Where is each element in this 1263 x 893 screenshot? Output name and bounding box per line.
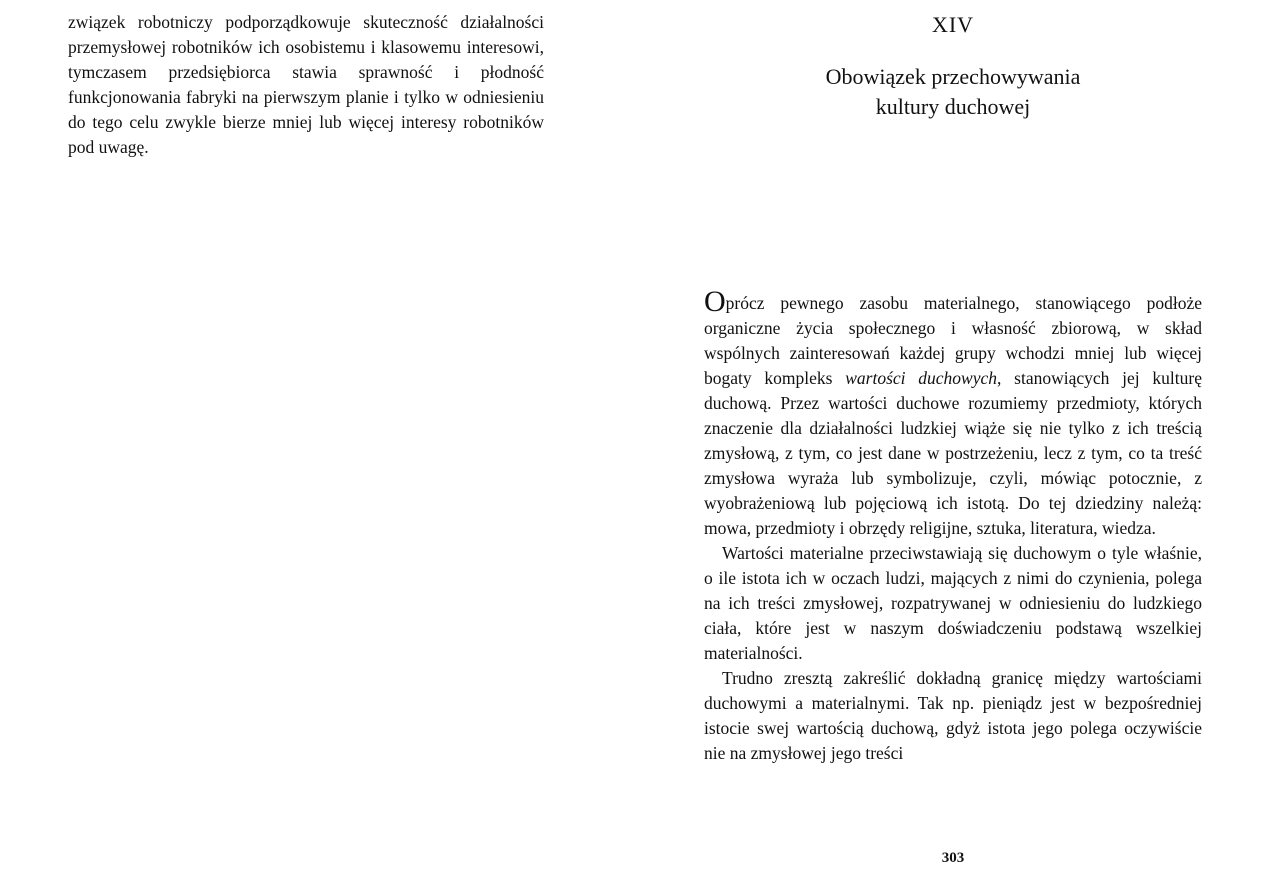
chapter-body [704,285,1202,766]
chapter-title-line-2: kultury duchowej [875,94,1031,119]
page-number: 303 [941,850,965,866]
paragraph-1 [704,285,1202,541]
chapter-title-line-1: Obowiązek przechowywania [825,64,1081,89]
left-page [68,10,544,160]
paragraph-3: Trudno zresztą zakreślić dokładną granicę między wartościami duchowymi a materialnymi. Tak np. pieniądz jest w bezpośredniej istocie swej wartością duchową, gdyż istota jego polega oczywiście nie na zmysłowej jego treści [704,668,1202,763]
drop-initial-letter: O [704,285,726,318]
paragraph-1-text-start: prócz pewnego zasobu materialnego, stanowiącego podłoże organiczne życia społecznego i własność zbiorową, w skład wspólnych zainteresowań każdej grupy wchodzi mniej lub więcej bogaty kompleks [704,293,1202,388]
left-page-paragraph: związek robotniczy podporządkowuje skuteczność działalności przemysłowej robotników ich osobistemu i klasowemu interesowi, tymczasem przedsiębiorca stawia sprawność i płodność funkcjonowania fabryki na pierwszym planie i tylko w odniesieniu do tego celu zwykle bierze mniej lub więcej interesy robotników pod uwagę. [68,12,544,157]
paragraph-1-text-end: , stanowiących jej kulturę duchową. Przez wartości duchowe rozumiemy przedmioty, których znaczenie dla działalności ludzkiej wiąże się nie tylko z ich treścią zmysłową, z tym, co jest dane w postrzeżeniu, lecz z tym, co ta treść zmysłowa wyraża lub symbolizuje, czyli, mówiąc potocznie, z wyobrażeniową lub pojęciową ich istotą. Do tej dziedziny należą: mowa, przedmioty i obrzędy religijne, sztuka, literatura, wiedza. [704,368,1202,538]
right-page [704,0,1202,893]
paragraph-2: Wartości materialne przeciwstawiają się duchowym o tyle właśnie, o ile istota ich w oczach ludzi, mających z nimi do czynienia, polega na ich treści zmysłowej, rozpatrywanej w odniesieniu do ludzkiego ciała, które jest w naszym doświadczeniu podstawą wszelkiej materialności. [704,543,1202,663]
paragraph-1-emphasis: wartości duchowych [845,368,997,388]
chapter-title [704,62,1202,122]
chapter-number: XIV [931,12,975,37]
